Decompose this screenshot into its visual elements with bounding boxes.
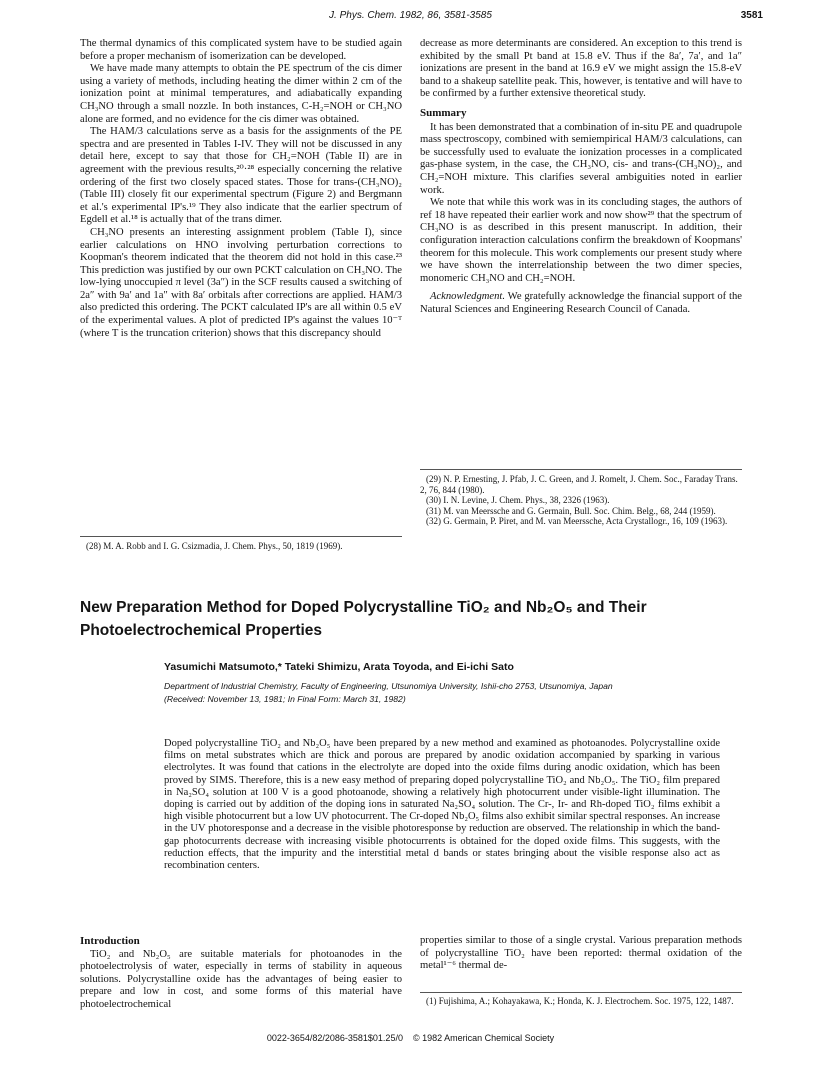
- paragraph: It has been demonstrated that a combination of in-situ PE and quadrupole mass spectroscopy, combined with semiempirical HAM/3 calculations, can be successfully used to evaluate the ionization processes in a complicated gas-phase system, in the case, the CH₃NO, cis- and trans-(CH₃NO)₂, and CH₂=NOH mixture. This clarifies several ambiguities noted in earlier work.: [420, 121, 742, 196]
- page-footer: [0, 1033, 821, 1043]
- article-authors: Yasumichi Matsumoto,* Tateki Shimizu, Arata Toyoda, and Ei-ichi Sato: [164, 661, 514, 673]
- right-column: [420, 38, 742, 316]
- abstract: Doped polycrystalline TiO₂ and Nb₂O₅ have been prepared by a new method and examined as photoanodes. Polycrystalline oxide films on metal substrates which are thick and porous are prepared by anodic oxidation accompanied by sparking in various electrolytes. It was found that cations in the electrolyte are doped into the oxide films during anodic oxidation, which has been proved by SIMS. Therefore, this is a new easy method of preparing doped polycrystalline TiO₂ and Nb₂O₅. The TiO₂ film prepared in Na₂SO₄ solution at 100 V is a good photoanode, showing a relatively high photocurrent under visible-light illumination. The doping is carried out by addition of the doping ions in saturated Na₂SO₄ solution. The Cr-, Ir- and Rh-doped TiO₂ films exhibit a high visible photocurrent but a low UV photocurrent. The Cr-doped Nb₂O₅ films also exhibit similar spectral responses. An increase in the UV photoresponse and a decrease in the visible photoresponse by reduction are observed. The relationship in which the band-gap photocurrents decrease with increasing visible photocurrents is obtained for the doped oxide films. This suggests, with the reduction effects, that the impurity and the interstitial metal d bands or states bringing about the visible response also act as recombination centers.: [164, 738, 720, 872]
- copyright: © 1982 American Chemical Society: [412, 1033, 555, 1043]
- article-title: New Preparation Method for Doped Polycrystalline TiO₂ and Nb₂O₅ and Their Photoelectrochemical Properties: [80, 599, 647, 639]
- issn-code: 0022-3654/82/2086-3581$01.25/0: [266, 1033, 403, 1043]
- footnote-1: [420, 996, 742, 1007]
- summary-heading: Summary: [420, 106, 467, 119]
- paragraph: CH₃NO presents an interesting assignment problem (Table I), since earlier calculations on HNO involving perturbation corrections to Koopman's theorem indicated that the theorem did not hold in this case.²³ This prediction was justified by our own PCKT calculation on CH₃NO. The low-lying unoccupied π level (3a″) in the SCF results caused a switching of 2a″ with 9a′ and 1a″ with 8a′ orbitals after corrections are applied. HAM/3 also predicted this ordering. The PCKT calculated IP's are all within 0.5 eV of the experimental values. A plot of predicted IP's against the values 10⁻ᵀ (where T is the truncation criterion) shows that this discrepancy should: [80, 226, 402, 339]
- intro-right-column: [420, 935, 742, 973]
- affiliation: Department of Industrial Chemistry, Faculty of Engineering, Utsunomiya University, Ishii-cho 2753, Utsunomiya, Japan: [164, 681, 613, 691]
- paragraph: properties similar to those of a single crystal. Various preparation methods of polycrystalline TiO₂ have been reported: thermal oxidation of the metal¹⁻⁶ thermal de-: [420, 935, 742, 972]
- footnote-text: (1) Fujishima, A.; Kohayakawa, K.; Honda, K. J. Electrochem. Soc. 1975, 122, 1487.: [426, 996, 734, 1006]
- affiliation-block: [164, 680, 734, 706]
- page-number: 3581: [740, 10, 763, 21]
- received-dates: (Received: November 13, 1981; In Final Form: March 31, 1982): [164, 694, 406, 704]
- acknowledgment: [420, 291, 742, 316]
- paragraph: TiO₂ and Nb₂O₅ are suitable materials for photoanodes in the photoelectrolysis of water, especially in terms of stability in aqueous solutions. Polycrystalline oxide has the advantages of being easier to prepare and low in cost, and some forms of this material have photoelectrochemical: [80, 948, 402, 1010]
- journal-citation: J. Phys. Chem. 1982, 86, 3581-3585: [329, 10, 492, 21]
- intro-left-column: [80, 935, 402, 1012]
- footnote-text: (32) G. Germain, P. Piret, and M. van Meerssche, Acta Crystallogr., 16, 109 (1963).: [426, 516, 728, 526]
- footnote-rule: [80, 536, 402, 537]
- footnote-text: (31) M. van Meerssche and G. Germain, Bull. Soc. Chim. Belg., 68, 244 (1959).: [426, 505, 716, 516]
- running-header: [0, 10, 821, 26]
- footnote-28: [80, 541, 402, 552]
- paragraph: The thermal dynamics of this complicated system have to be studied again before a proper mechanism of isomerization can be developed.: [80, 38, 402, 62]
- footnote-rule: [420, 992, 742, 993]
- ack-label: Acknowledgment.: [430, 291, 506, 303]
- footnote-text: (28) M. A. Robb and I. G. Csizmadia, J. Chem. Phys., 50, 1819 (1969).: [86, 541, 343, 551]
- footnote-text: (29) N. P. Ernesting, J. Pfab, J. C. Green, and J. Romelt, J. Chem. Soc., Faraday Trans. 2, 76, 844 (1980).: [420, 474, 738, 495]
- left-column: [80, 38, 402, 340]
- paragraph: We have made many attempts to obtain the PE spectrum of the cis dimer using a variety of methods, including heating the dimer within 2 cm of the ionization point at minimal temperatures, and adiabatically expanding CH₃NO through a small nozzle. In both instances, C-H₂=NOH or CH₃NO alone are formed, and no evidence for the cis dimer was obtained.: [80, 63, 402, 125]
- ack-text: We gratefully acknowledge the financial support of the Natural Sciences and Engineering Research Council of Canada.: [420, 291, 742, 315]
- footnotes-right: [420, 474, 742, 527]
- paragraph: We note that while this work was in its concluding stages, the authors of ref 18 have repeated their earlier work and now show²⁹ that the spectrum of CH₃NO is as described in this present manuscript. In addition, their configuration interaction calculations confirm the breakdown of Koopmans' theorem for this molecule. This work complements our present study where we have shown the interrelationship between the two dimer species, monomeric CH₃NO and CH₂=NOH.: [420, 197, 742, 284]
- footnote-rule: [420, 469, 742, 470]
- paragraph: decrease as more determinants are considered. An exception to this trend is exhibited by the small Pt band at 15.8 eV. Thus if the 8a′, 7a′, and 1a″ ionizations are present in the band at 16.9 eV we might assign the 15.8-eV band to a shakeup satellite peak. This, however, is tentative and will have to be confirmed by a further extensive theoretical study.: [420, 38, 742, 100]
- footnote-text: (30) I. N. Levine, J. Chem. Phys., 38, 2326 (1963).: [426, 495, 610, 505]
- introduction-heading: Introduction: [80, 935, 140, 947]
- paragraph: The HAM/3 calculations serve as a basis for the assignments of the PE spectra and are presented in Tables I-IV. They will not be discussed in any detail here, except to say that those for CH₂=NOH (Table II) are in agreement with the previous results,²⁰·²⁸ especially concerning the relative ordering of the first two closely spaced states. Those for trans-(CH₃NO)₂ (Table III) closely fit our experimental spectrum (Figure 2) and Bergmann et al.'s experimental IP's.¹⁹ They also indicate that the earlier spectrum of Egdell et al.¹⁸ is actually that of the trans dimer.: [80, 126, 402, 226]
